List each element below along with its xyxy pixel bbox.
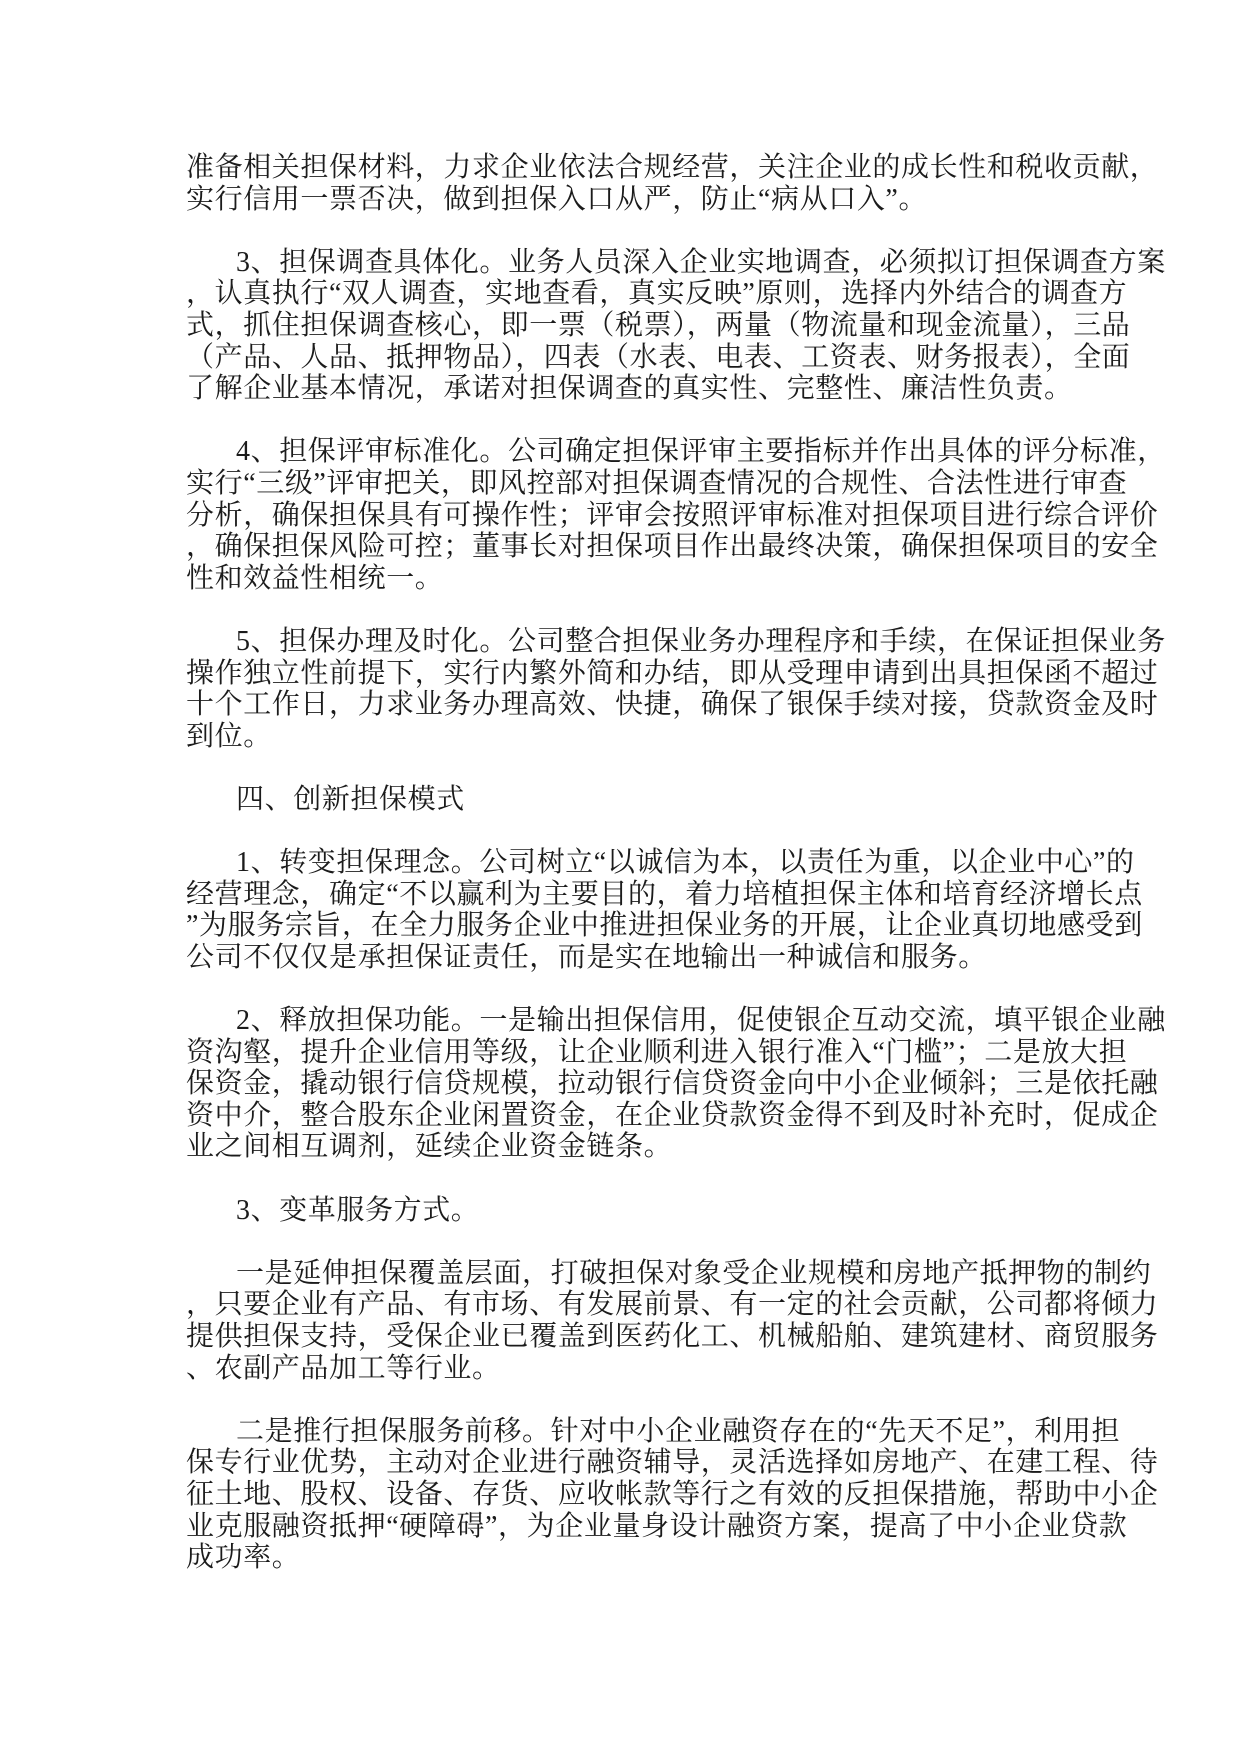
text-line: ，认真执行“双人调查，实地查看，真实反映”原则，选择内外结合的调查方	[186, 278, 1128, 310]
text-line: 性和效益性相统一。	[186, 562, 444, 594]
text-line: 二是推行担保服务前移。针对中小企业融资存在的“先天不足”，利用担	[236, 1415, 1121, 1447]
paragraph	[186, 784, 1076, 816]
text-line: 四、创新担保模式	[236, 783, 465, 815]
paragraph	[186, 1195, 1076, 1227]
text-line: 3、变革服务方式。	[236, 1194, 480, 1226]
text-line: 保资金，撬动银行信贷规模，拉动银行信贷资金向中小企业倾斜；三是依托融	[186, 1068, 1159, 1100]
text-line: ”为服务宗旨，在全力服务企业中推进担保业务的开展，让企业真切地感受到	[186, 910, 1143, 942]
text-line: 式，抓住担保调查核心，即一票（税票），两量（物流量和现金流量），三品	[186, 309, 1131, 341]
text-line: 征土地、股权、设备、存货、应收帐款等行之有效的反担保措施，帮助中小企	[186, 1478, 1159, 1510]
text-line: 资沟壑，提升企业信用等级，让企业顺利进入银行准入“门槛”；二是放大担	[186, 1036, 1128, 1068]
text-line: ，只要企业有产品、有市场、有发展前景、有一定的社会贡献，公司都将倾力	[186, 1289, 1159, 1321]
text-line: 保专行业优势，主动对企业进行融资辅导，灵活选择如房地产、在建工程、待	[186, 1447, 1159, 1479]
text-line: 公司不仅仅是承担保证责任，而是实在地输出一种诚信和服务。	[186, 941, 987, 973]
paragraph	[186, 246, 1166, 405]
text-line: 实行信用一票否决，做到担保入口从严，防止“病从口入”。	[186, 183, 928, 215]
text-line: ，确保担保风险可控；董事长对担保项目作出最终决策，确保担保项目的安全	[186, 531, 1159, 563]
text-line: 业克服融资抵押“硬障碍”，为企业量身设计融资方案，提高了中小企业贷款	[186, 1510, 1128, 1542]
paragraph	[186, 1257, 1159, 1384]
text-line: 准备相关担保材料，力求企业依法合规经营，关注企业的成长性和税收贡献，	[186, 152, 1159, 183]
paragraph	[186, 1005, 1166, 1163]
text-line: 3、担保调查具体化。业务人员深入企业实地调查，必须拟订担保调查方案	[236, 246, 1166, 278]
text-line: 了解企业基本情况，承诺对担保调查的真实性、完整性、廉洁性负责。	[186, 373, 1073, 405]
text-line: 分析，确保担保具有可操作性；评审会按照评审标准对担保项目进行综合评价	[186, 499, 1159, 531]
text-line: 业之间相互调剂，延续企业资金链条。	[186, 1131, 673, 1163]
text-line: 实行“三级”评审把关，即风控部对担保调查情况的合规性、合法性进行审查	[186, 467, 1128, 499]
text-line: 4、担保评审标准化。公司确定担保评审主要指标并作出具体的评分标准，	[236, 436, 1166, 468]
text-line: 成功率。	[186, 1542, 301, 1574]
text-line: 经营理念，确定“不以赢利为主要目的，着力培植担保主体和培育经济增长点	[186, 878, 1143, 910]
paragraph	[186, 1415, 1159, 1574]
text-line: （产品、人品、抵押物品），四表（水表、电表、工资表、财务报表），全面	[186, 341, 1131, 373]
text-line: 资中介，整合股东企业闲置资金，在企业贷款资金得不到及时补充时，促成企	[186, 1099, 1159, 1131]
text-line: 十个工作日，力求业务办理高效、快捷，确保了银保手续对接，贷款资金及时	[186, 689, 1159, 721]
text-line: 提供担保支持，受保企业已覆盖到医药化工、机械船舶、建筑建材、商贸服务	[186, 1320, 1159, 1352]
paragraph	[186, 625, 1166, 752]
text-line: 2、释放担保功能。一是输出担保信用，促使银企互动交流，填平银企业融	[236, 1005, 1166, 1037]
document-body	[186, 152, 1166, 1574]
paragraph	[186, 436, 1166, 594]
text-line: 1、转变担保理念。公司树立“以诚信为本，以责任为重，以企业中心”的	[236, 847, 1135, 879]
paragraph	[186, 847, 1143, 973]
text-line: 到位。	[186, 720, 272, 752]
text-line: 一是延伸担保覆盖层面，打破担保对象受企业规模和房地产抵押物的制约	[236, 1257, 1152, 1289]
text-line: 操作独立性前提下，实行内繁外简和办结，即从受理申请到出具担保函不超过	[186, 657, 1159, 689]
text-line: 5、担保办理及时化。公司整合担保业务办理程序和手续，在保证担保业务	[236, 625, 1166, 657]
text-line: 、农副产品加工等行业。	[186, 1352, 501, 1384]
paragraph	[186, 152, 1159, 215]
